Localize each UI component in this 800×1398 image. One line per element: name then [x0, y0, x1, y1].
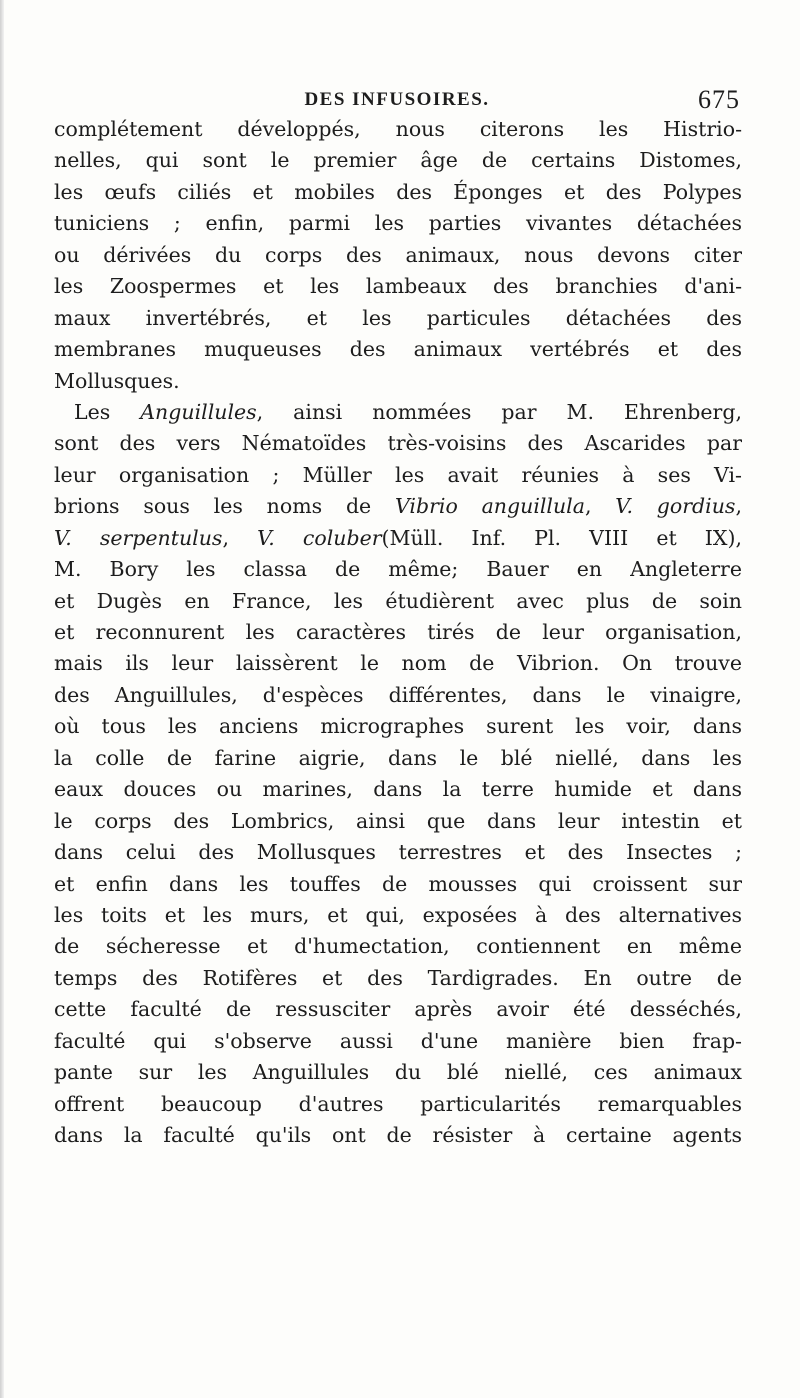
text-line: et reconnurent les caractères tirés de leur organisation,: [54, 620, 742, 644]
text-line: eaux douces ou marines, dans la terre humide et dans: [54, 777, 742, 802]
text-line: temps des Rotifères et des Tardigrades. En outre de: [54, 965, 742, 990]
text-line: mais ils leur laissèrent le nom de Vibrion. On trouve: [54, 651, 742, 676]
text-run: brions sous les noms de: [54, 494, 395, 519]
text-line: et Dugès en France, les étudièrent avec plus de soin: [54, 588, 742, 613]
text-line: membranes muqueuses des animaux vertébrés et des: [54, 337, 742, 362]
text-line: des Anguillules, d'espèces différentes, dans le vinaigre,: [54, 682, 742, 707]
text-line: faculté qui s'observe aussi d'une manière bien frap-: [54, 1028, 742, 1053]
text-line: [54, 397, 742, 428]
text-line: où tous les anciens micrographes surent les voir, dans: [54, 714, 742, 739]
text-run: Les: [74, 399, 141, 424]
text-run: ,: [222, 525, 258, 550]
text-run: ,: [735, 494, 742, 519]
text-line: tuniciens ; enfin, parmi les parties vivantes détachées: [54, 211, 742, 236]
italic-term: V. coluber: [257, 525, 382, 550]
text-line: les toits et les murs, et qui, exposées à des alternatives: [54, 902, 742, 927]
text-line: offrent beaucoup d'autres particularités remarquables: [54, 1091, 742, 1116]
text-line: maux invertébrés, et les particules détachées des: [54, 305, 742, 330]
text-line: les Zoospermes et les lambeaux des branchies d'ani-: [54, 274, 742, 299]
text-line: dans la faculté qu'ils ont de résister à certaine agents: [54, 1123, 742, 1147]
text-line: les œufs ciliés et mobiles des Éponges et des Polypes: [54, 179, 742, 204]
text-line: Mollusques.: [54, 368, 180, 393]
text-line: la colle de farine aigrie, dans le blé niellé, dans les: [54, 745, 742, 770]
text-line: complétement développés, nous citerons les Histrio-: [54, 117, 742, 141]
text-run: , ainsi nommées par M. Ehrenberg,: [256, 399, 742, 424]
text-line: cette faculté de ressusciter après avoir été desséchés,: [54, 997, 742, 1022]
text-run: (Müll. Inf. Pl. VIII et IX),: [381, 525, 742, 550]
page-number: 675: [698, 85, 740, 114]
italic-term: Anguillules: [140, 399, 257, 424]
running-head: [54, 83, 740, 117]
text-line: nelles, qui sont le premier âge de certains Distomes,: [54, 148, 742, 173]
text-line: ou dérivées du corps des animaux, nous devons citer: [54, 242, 742, 267]
italic-term: V. serpentulus: [54, 525, 223, 550]
text-run: ,: [584, 494, 616, 519]
running-title: DES INFUSOIRES.: [304, 89, 490, 110]
text-line: [54, 523, 742, 554]
text-line: le corps des Lombrics, ainsi que dans leur intestin et: [54, 808, 742, 833]
text-line: [54, 491, 742, 522]
text-line: et enfin dans les touffes de mousses qui croissent sur: [54, 871, 742, 896]
text-line: de sécheresse et d'humectation, contiennent en même: [54, 934, 742, 959]
body-text: [54, 114, 742, 1151]
text-line: leur organisation ; Müller les avait réunies à ses Vi-: [54, 462, 742, 487]
italic-term: V. gordius: [615, 494, 736, 519]
text-line: sont des vers Nématoïdes très-voisins des Ascarides par: [54, 431, 742, 456]
text-line: dans celui des Mollusques terrestres et des Insectes ;: [54, 840, 742, 865]
text-line: pante sur les Anguillules du blé niellé, ces animaux: [54, 1060, 742, 1085]
italic-term: Vibrio anguillula: [394, 494, 585, 519]
text-line: M. Bory les classa de même; Bauer en Angleterre: [54, 557, 742, 582]
page-left-edge: [0, 0, 4, 1398]
